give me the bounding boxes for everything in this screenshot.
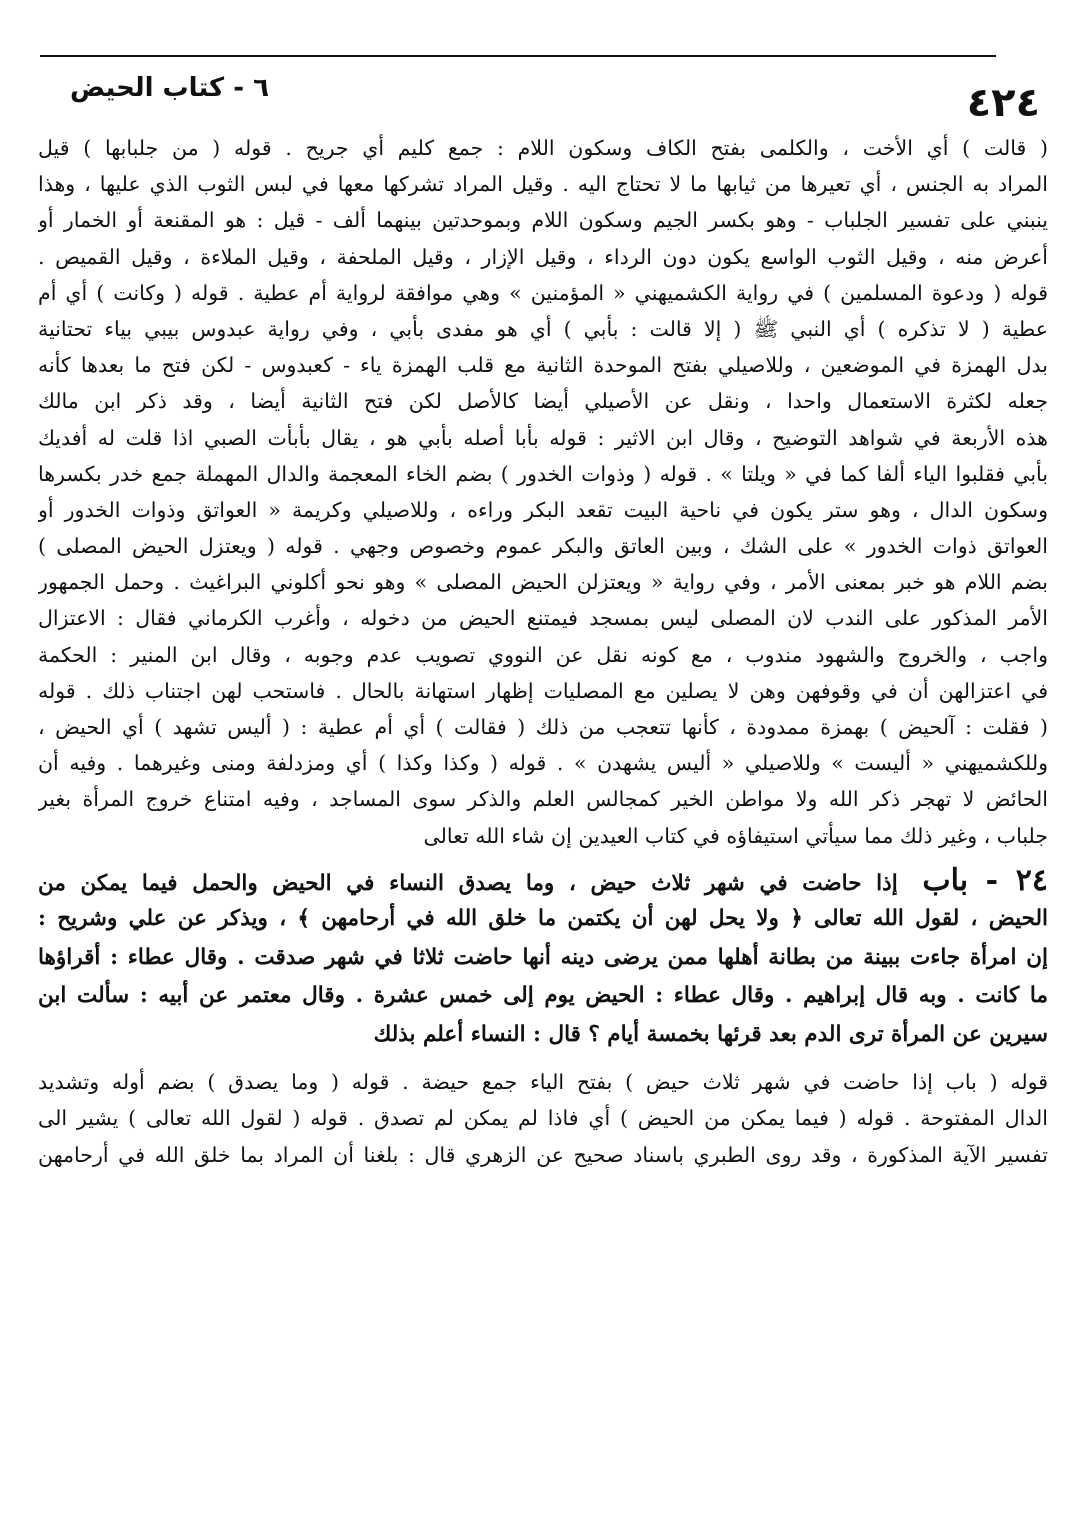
text-line: بدل الهمزة في الموضعين ، وللاصيلي بفتح الموحدة الثانية مع قلب الهمزة ياء - كعبدوس - لكن فتح ما بعدها كأنه bbox=[38, 353, 1048, 378]
text-line: قوله ( ودعوة المسلمين ) في رواية الكشميهني « المؤمنين » وهي موافقة لرواية أم عطية . قوله ( وكانت ) أي أم bbox=[38, 280, 1048, 305]
text-line: واجب ، والخروج والشهود مندوب ، مع كونه نقل عن النووي تصويب عدم وجوبه ، وقال ابن المنير : الحكمة bbox=[38, 642, 1048, 667]
chapter-heading-line: الحيض ، لقول الله تعالى ﴿ ولا يحل لهن أن يكتمن ما خلق الله في أرحامهن ﴾ ، ويذكر عن علي وشريح : bbox=[38, 906, 1048, 932]
text-line: وسكون الدال ، وهو ستر يكون في ناحية البيت تقعد البكر وراءه ، وللاصيلي وكريمة « العواتق وذوات الخدور أو bbox=[38, 497, 1048, 522]
text-line: قوله ( باب إذا حاضت في شهر ثلاث حيض ) بفتح الياء جمع حيضة . قوله ( وما يصدق ) بضم أوله وتشديد bbox=[38, 1070, 1048, 1095]
text-line: أعرض منه ، وقيل الثوب الواسع يكون دون الرداء ، وقيل الإزار ، وقيل الملحفة ، وقيل الملاءة ، وقيل القميص . bbox=[38, 244, 1048, 269]
text-line: المراد به الجنس ، أي تعيرها من ثيابها ما لا تحتاج اليه . وقيل المراد تشركها معها في لبس الثوب الذي عليها ، وهذا bbox=[38, 172, 1048, 197]
text-line: الدال المفتوحة . قوله ( فيما يمكن من الحيض ) أي فاذا لم يمكن لم تصدق . قوله ( لقول الله تعالى ) يشير الى bbox=[38, 1106, 1048, 1131]
header-rule bbox=[40, 55, 996, 57]
page-body bbox=[38, 130, 1048, 1173]
chapter-heading-line bbox=[38, 862, 1048, 901]
text-line: الأمر المذكور على الندب لان المصلى ليس بمسجد فيمتنع الحيض من دخوله ، وأغرب الكرماني فقال : الاعتزال bbox=[38, 606, 1048, 631]
text-line: بأبي فقلبوا الياء ألفا كما في « ويلتا » . قوله ( وذوات الخدور ) بضم الخاء المعجمة والدال المهملة جمع خدر بكسرها bbox=[38, 461, 1048, 486]
text-line: ينبني على تفسير الجلباب - وهو بكسر الجيم وسكون اللام وبموحدتين بينهما ألف - قيل : هو المقنعة أو الخمار أو bbox=[38, 208, 1048, 233]
page-header bbox=[40, 55, 1040, 126]
text-line: بضم اللام هو خبر بمعنى الأمر ، وفي رواية « ويعتزلن الحيض المصلى » وهو نحو أكلوني البراغيث . وحمل الجمهور bbox=[38, 570, 1048, 595]
text-line: ( فقلت : آلحيض ) بهمزة ممدودة ، كأنها تتعجب من ذلك ( فقالت ) أي أم عطية : ( أليس تشهد ) أي الحيض ، bbox=[38, 715, 1048, 739]
chapter-heading-text: إذا حاضت في شهر ثلاث حيض ، وما يصدق النساء في الحيض والحمل فيما يمكن من bbox=[38, 870, 898, 896]
chapter-number: ٢٤ - باب bbox=[922, 862, 1048, 898]
text-line: الحائض لا تهجر ذكر الله ولا مواطن الخير كمجالس العلم والذكر سوى المساجد ، وفيه امتناع خروج المرأة بغير bbox=[38, 787, 1048, 812]
text-line: جلباب ، وغير ذلك مما سيأتي استيفاؤه في كتاب العيدين إن شاء الله تعالى bbox=[423, 823, 1048, 848]
text-line: في اعتزالهن أن في وقوفهن وهن لا يصلين مع المصليات إظهار استهانة بالحال . فاستحب لهن اجتناب ذلك . قوله bbox=[38, 678, 1048, 703]
chapter-title: ٦ - كتاب الحيض bbox=[70, 73, 269, 103]
text-line: العواتق ذوات الخدور » على الشك ، وبين العاتق والبكر عموم وخصوص وجهي . قوله ( ويعتزل الحيض المصلى ) bbox=[38, 534, 1048, 559]
text-line: جعله لكثرة الاستعمال واحدا ، ونقل عن الأصيلي أيضا كالأصل لكن فتح الثانية أيضا ، وقد ذكر ابن مالك bbox=[38, 389, 1048, 414]
commentary-paragraph-2 bbox=[38, 1064, 1048, 1173]
chapter-heading-line: إن امرأة جاءت ببينة من بطانة أهلها ممن يرضى دينه أنها حاضت ثلاثا في شهر صدقت . وقال عطاء : أقراؤها bbox=[38, 944, 1048, 970]
chapter-heading-line: سيرين عن المرأة ترى الدم بعد قرئها بخمسة أيام ؟ قال : النساء أعلم بذلك bbox=[373, 1021, 1048, 1047]
text-line: ( قالت ) أي الأخت ، والكلمى بفتح الكاف وسكون اللام : جمع كليم أي جريح . قوله ( من جلبابها ) قيل bbox=[38, 136, 1048, 160]
text-line: وللكشميهني « أليست » وللاصيلي « أليس يشهدن » . قوله ( وكذا وكذا ) أي ومزدلفة ومنى وغيرهما . وفيه أن bbox=[38, 751, 1048, 776]
page-number: ٤٢٤ bbox=[966, 80, 1040, 126]
text-line: عطية ( لا تذكره ) أي النبي ﷺ ( إلا قالت : بأبي ) أي هو مفدى بأبي ، وفي رواية عبدوس بيبي بياء تحتانية bbox=[38, 316, 1048, 341]
chapter-heading-block bbox=[38, 862, 1048, 1055]
text-line: هذه الأربعة في شواهد التوضيح ، وقال ابن الاثير : قوله بأبا أصله بأبي هو ، يقال بأبأت الصبي اذا قلت له أفديك bbox=[38, 425, 1048, 450]
chapter-heading-line: ما كانت . وبه قال إبراهيم . وقال عطاء : الحيض يوم إلى خمس عشرة . وقال معتمر عن أبيه : سألت ابن bbox=[38, 983, 1048, 1009]
commentary-paragraph-1 bbox=[38, 130, 1048, 854]
text-line: تفسير الآية المذكورة ، وقد روى الطبري باسناد صحيح عن الزهري قال : بلغنا أن المراد بما خلق الله في أرحامهن bbox=[38, 1142, 1048, 1167]
